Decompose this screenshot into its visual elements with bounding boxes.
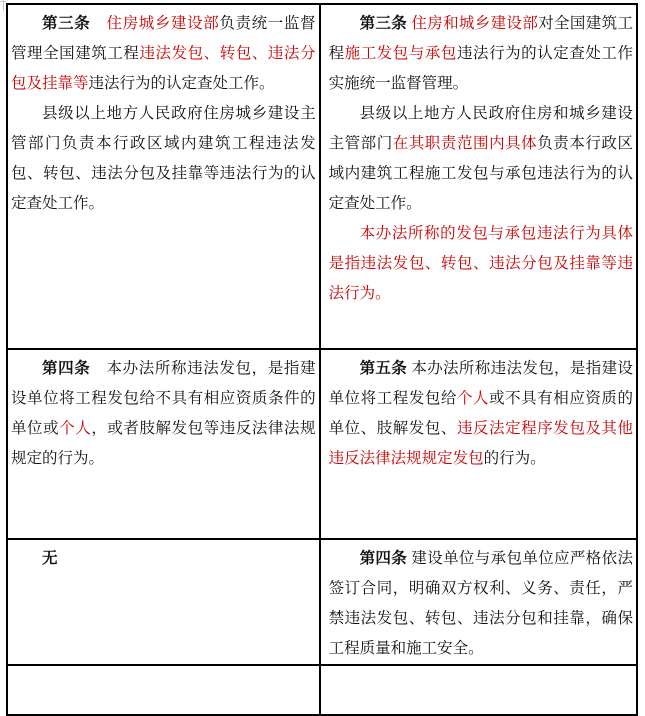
table-cell-left (7, 665, 320, 715)
text-run: 违反法定程序发包及其他违反法律法规规定发包 (328, 420, 633, 467)
text-run: 的行为。 (483, 450, 546, 467)
text-run: 本办法所称违法发包，是指建设单位将工程发包给不具有相应资质条件的单位或 (11, 360, 316, 437)
text-run: 或不具有相应资质的单位、肢解发包、 (328, 390, 633, 437)
text-run: 第五条 (359, 360, 408, 377)
text-run: 负责统一监督管理全国建筑工程 (11, 15, 316, 62)
text-run: 第四条 (359, 550, 408, 567)
text-run: ，或者肢解发包等违反法律法规规定的行为。 (11, 420, 316, 467)
text-run: 个人 (59, 420, 92, 437)
table-cell-right (320, 349, 637, 539)
text-run: 第四条 (42, 360, 91, 377)
text-run: 县级以上地方人民政府住房城乡建设主管部门负责本行政区域内建筑工程违法发包、转包、违法分包及挂靠等违法行为的认定查处工作。 (11, 105, 316, 212)
text-run: 无 (42, 550, 58, 567)
table-row (7, 539, 637, 665)
paragraph (329, 99, 633, 219)
text-run: 第三条 (42, 15, 91, 32)
paragraph (329, 219, 633, 309)
table-body (7, 4, 637, 715)
table-cell-right (320, 665, 637, 715)
paragraph (11, 544, 316, 574)
text-run: 在其职责范围内具体 (392, 135, 538, 152)
table-cell-left (7, 539, 320, 665)
text-run: 违法发包、转包、违法分包及挂靠等 (11, 45, 316, 92)
gridline-artifact-horizontal (0, 1, 6, 2)
text-run: 建设单位与承包单位应严格依法签订合同，明确双方权利、义务、责任，严禁违法发包、转包、违法分包和挂靠，确保工程质量和施工安全。 (328, 550, 633, 657)
text-run: 负责本行政区域内建筑工程施工发包与承包违法行为的认定查处工作。 (328, 135, 633, 212)
table-cell-left (7, 349, 320, 539)
paragraph (11, 99, 316, 219)
paragraph (329, 9, 633, 99)
text-run: 第三条 (359, 15, 408, 32)
text-run: 住房城乡建设部 (106, 15, 220, 32)
paragraph (329, 544, 633, 664)
text-run: 县级以上地方人民政府住房和城乡建设主管部门 (328, 105, 633, 152)
text-run: 施工发包与承包 (344, 45, 457, 62)
text-run: 本办法所称的发包与承包违法行为具体是指违法发包、转包、违法分包及挂靠等违法行为。 (328, 225, 633, 302)
table-cell-left (7, 4, 320, 349)
paragraph (329, 354, 633, 474)
text-run: 个人 (456, 390, 490, 407)
paragraph (11, 9, 316, 99)
table-cell-right (320, 539, 637, 665)
text-run: 本办法所称违法发包，是指建设单位将工程发包给 (328, 360, 633, 407)
table-cell-right (320, 4, 637, 349)
table-row (7, 665, 637, 715)
text-run (90, 15, 106, 32)
paragraph (11, 354, 316, 474)
text-run: 住房和城乡建设部 (411, 15, 539, 32)
comparison-table (6, 3, 638, 716)
text-run: 违法行为的认定查处工作。 (88, 75, 275, 92)
table-row (7, 349, 637, 539)
text-run: 违法行为的认定查处工作实施统一监督管理。 (328, 45, 633, 92)
text-run: 对全国建筑工程 (328, 15, 633, 62)
table-row (7, 4, 637, 349)
